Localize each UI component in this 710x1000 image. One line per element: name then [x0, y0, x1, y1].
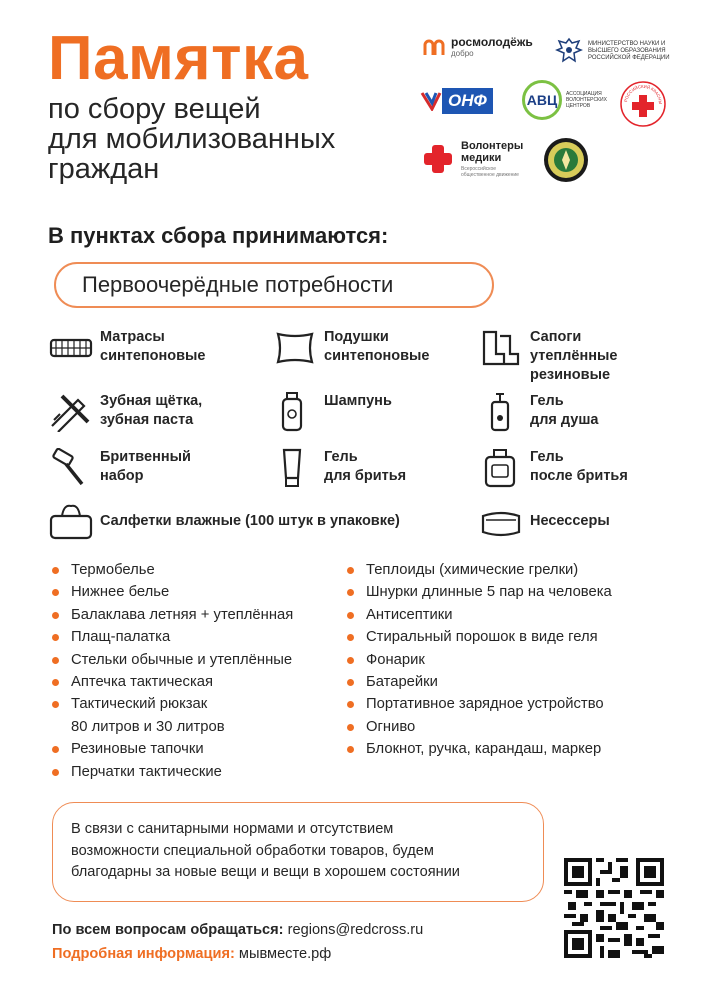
notice-line: возможности специальной обработки товаров, будем	[71, 842, 434, 859]
shampoo-icon	[272, 392, 318, 432]
priority-item	[48, 448, 191, 488]
boots-icon	[478, 328, 524, 368]
contact-email-link[interactable]: regions@redcross.ru	[287, 922, 424, 938]
list-item: Аптечка тактическая	[50, 671, 340, 693]
shaving-gel-icon	[272, 448, 318, 488]
medical-cross-icon	[420, 141, 456, 177]
rosmolodezh-mark-icon	[423, 39, 445, 57]
item-label: Матрасы синтепоновые	[100, 329, 206, 364]
list-item: Батарейки	[345, 671, 665, 693]
list-item: Термобелье	[50, 559, 340, 581]
shower-gel-icon	[478, 392, 524, 432]
priority-item	[478, 328, 617, 385]
sanitary-notice	[52, 802, 544, 902]
razor-icon	[48, 448, 94, 488]
priority-item	[478, 502, 610, 542]
avc-logo	[522, 80, 614, 120]
list-item: Портативное зарядное устройство	[345, 693, 665, 715]
priority-item	[48, 328, 206, 368]
section-heading: В пунктах сбора принимаются:	[48, 223, 389, 248]
list-item: Перчатки тактические	[50, 761, 340, 783]
item-label: Гель для душа	[530, 393, 599, 428]
notice-line: благодарны за новые вещи и вещи в хорошем состоянии	[71, 864, 460, 880]
list-item: Шнурки длинные 5 пар на человека	[345, 581, 665, 603]
questions-label: По всем вопросам обращаться:	[52, 922, 284, 938]
onf-name: ОНФ	[442, 88, 493, 114]
red-cross-logo	[619, 80, 667, 128]
qr-code[interactable]	[564, 858, 664, 958]
avc-text: АССОЦИАЦИЯ ВОЛОНТЕРСКИХ ЦЕНТРОВ	[566, 91, 607, 109]
priority-item	[48, 392, 202, 432]
list-item: Огниво	[345, 716, 665, 738]
ministry-logo	[555, 36, 680, 66]
subtitle-line: по сбору вещей	[48, 93, 261, 125]
item-label: Бритвенный набор	[100, 449, 191, 484]
priority-item	[478, 448, 628, 488]
list-item: Балаклава летняя + утеплённая	[50, 604, 340, 626]
list-item: Блокнот, ручка, карандаш, маркер	[345, 738, 665, 760]
priority-label: Первоочерёдные потребности	[54, 262, 494, 308]
notice-line: В связи с санитарными нормами и отсутствием	[71, 821, 394, 837]
items-list-left	[50, 559, 340, 783]
item-label: Сапоги утеплённые резиновые	[530, 329, 618, 383]
priority-item	[48, 502, 400, 542]
subtitle-line: для мобилизованных	[48, 123, 336, 155]
list-item: Стиральный порошок в виде геля	[345, 626, 665, 648]
item-label: Шампунь	[324, 393, 392, 409]
priority-item	[478, 392, 599, 432]
eagle-emblem-icon	[555, 36, 583, 66]
contact-questions	[52, 922, 423, 938]
onf-logo	[420, 88, 493, 114]
items-list-right	[345, 559, 665, 761]
list-item: Антисептики	[345, 604, 665, 626]
priority-item	[272, 392, 392, 432]
page-title: Памятка	[48, 24, 309, 93]
pillow-icon	[272, 328, 318, 368]
volunteers-medics-sub: Всероссийское общественное движение	[461, 166, 519, 178]
priority-item	[272, 448, 406, 488]
item-label: Гель после бритья	[530, 449, 628, 484]
item-label: Подушки синтепоновые	[324, 329, 430, 364]
list-item: Стельки обычные и утеплённые	[50, 649, 340, 671]
onf-flag-icon	[420, 91, 442, 111]
item-label: Гель для бритья	[324, 449, 407, 484]
item-label: Салфетки влажные (100 штук в упаковке)	[100, 513, 400, 529]
red-cross-text: РОССИЙСКИЙ КРАСНЫ	[623, 83, 664, 105]
list-item: Резиновые тапочки	[50, 738, 340, 760]
subtitle-line: граждан	[48, 153, 160, 185]
contact-info	[52, 946, 331, 962]
list-item: Тактический рюкзак 80 литров и 30 литров	[50, 693, 340, 738]
priority-item	[272, 328, 430, 368]
page-subtitle	[48, 94, 408, 184]
rosmolodezh-sub: добро	[451, 49, 474, 58]
contact-site-link[interactable]: мывместе.рф	[238, 946, 332, 962]
mattress-icon	[48, 328, 94, 368]
item-label: Несессеры	[530, 513, 610, 529]
rosmolodezh-logo	[423, 36, 533, 60]
ministry-text: МИНИСТЕРСТВО НАУКИ И ВЫСШЕГО ОБРАЗОВАНИЯ РОССИЙСКОЙ ФЕДЕРАЦИИ	[588, 40, 670, 61]
list-item: Нижнее белье	[50, 581, 340, 603]
list-item: Фонарик	[345, 649, 665, 671]
toiletry-bag-icon	[478, 502, 524, 542]
aftershave-icon	[478, 448, 524, 488]
emblem-logo	[542, 136, 590, 184]
info-label: Подробная информация:	[52, 946, 235, 962]
avc-ring: АВЦ	[522, 80, 562, 120]
volunteers-medics-name: Волонтеры медики	[461, 140, 524, 164]
list-item: Теплоиды (химические грелки)	[345, 559, 665, 581]
wet-wipes-icon	[48, 502, 94, 542]
toothbrush-icon	[48, 392, 94, 432]
rosmolodezh-name: росмолодёжь	[451, 35, 533, 49]
item-label: Зубная щётка, зубная паста	[100, 393, 203, 428]
list-item: Плащ-палатка	[50, 626, 340, 648]
volunteers-medics-logo	[420, 140, 527, 178]
